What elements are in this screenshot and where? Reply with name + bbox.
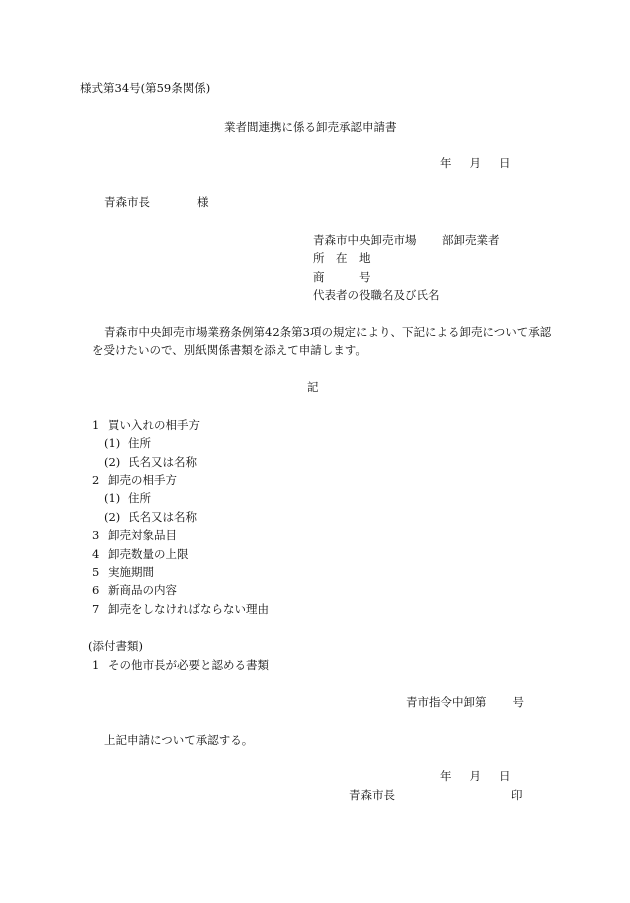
item-text: 実施期間 [108, 565, 154, 579]
approval-date [440, 769, 511, 783]
list-item [92, 547, 189, 561]
item-text: 住所 [128, 491, 151, 505]
date-year: 年 [440, 769, 452, 783]
list-item [92, 565, 154, 579]
approval-number-prefix: 青市指令中卸第 [406, 695, 487, 709]
form-number: 様式第34号(第59条関係) [80, 81, 211, 95]
applicant-address-label: 所 在 地 [313, 251, 371, 265]
item-text: 買い入れの相手方 [108, 418, 200, 432]
item-number: (1) [104, 491, 121, 505]
approval-text: 上記申請について承認する。 [104, 733, 254, 747]
item-text: 氏名又は名称 [128, 510, 197, 524]
attachments-item [92, 658, 269, 672]
item-number: 4 [92, 547, 100, 561]
item-number: 1 [92, 658, 100, 672]
list-item [104, 491, 151, 505]
item-text: 卸売をしなければならない理由 [108, 602, 269, 616]
addressee-honorific: 様 [197, 195, 209, 209]
body-text-line-1: 青森市中央卸売市場業務条例第42条第3項の規定により、下記による卸売について承認 [104, 325, 552, 339]
list-item [92, 602, 269, 616]
date-month: 月 [469, 156, 481, 170]
ki-heading: 記 [307, 380, 319, 394]
approval-number [406, 695, 524, 709]
applicant-rep-label: 代表者の役職名及び氏名 [313, 288, 440, 302]
item-text: 卸売数量の上限 [108, 547, 189, 561]
date-day: 日 [499, 156, 511, 170]
item-text: 新商品の内容 [108, 583, 177, 597]
date-year: 年 [440, 156, 452, 170]
item-number: 5 [92, 565, 100, 579]
application-date [440, 156, 511, 170]
applicant-market: 青森市中央卸売市場 [313, 233, 417, 247]
item-text: 卸売の相手方 [108, 473, 177, 487]
item-number: 2 [92, 473, 100, 487]
applicant-type: 部卸売業者 [442, 233, 500, 247]
item-number: 1 [92, 418, 100, 432]
document-title: 業者間連携に係る卸売承認申請書 [224, 120, 397, 134]
attachments-header: (添付書類) [88, 639, 143, 653]
approver-seal: 印 [511, 788, 523, 802]
list-item [92, 473, 177, 487]
addressee-name: 青森市長 [104, 195, 150, 209]
date-month: 月 [469, 769, 481, 783]
item-number: (1) [104, 436, 121, 450]
item-text: 卸売対象品目 [108, 528, 177, 542]
list-item [92, 583, 177, 597]
item-number: 6 [92, 583, 100, 597]
item-number: 3 [92, 528, 100, 542]
date-day: 日 [499, 769, 511, 783]
item-text: 氏名又は名称 [128, 455, 197, 469]
item-text: その他市長が必要と認める書類 [108, 658, 269, 672]
approver-name: 青森市長 [349, 788, 395, 802]
item-text: 住所 [128, 436, 151, 450]
approval-number-suffix: 号 [512, 695, 524, 709]
applicant-shop-label: 商 号 [313, 270, 371, 284]
item-number: 7 [92, 602, 100, 616]
body-text-line-2: を受けたいので、別紙関係書類を添えて申請します。 [92, 343, 367, 357]
list-item [92, 528, 177, 542]
list-item [92, 418, 200, 432]
item-number: (2) [104, 510, 121, 524]
list-item [104, 436, 151, 450]
item-number: (2) [104, 455, 121, 469]
list-item [104, 510, 197, 524]
list-item [104, 455, 197, 469]
